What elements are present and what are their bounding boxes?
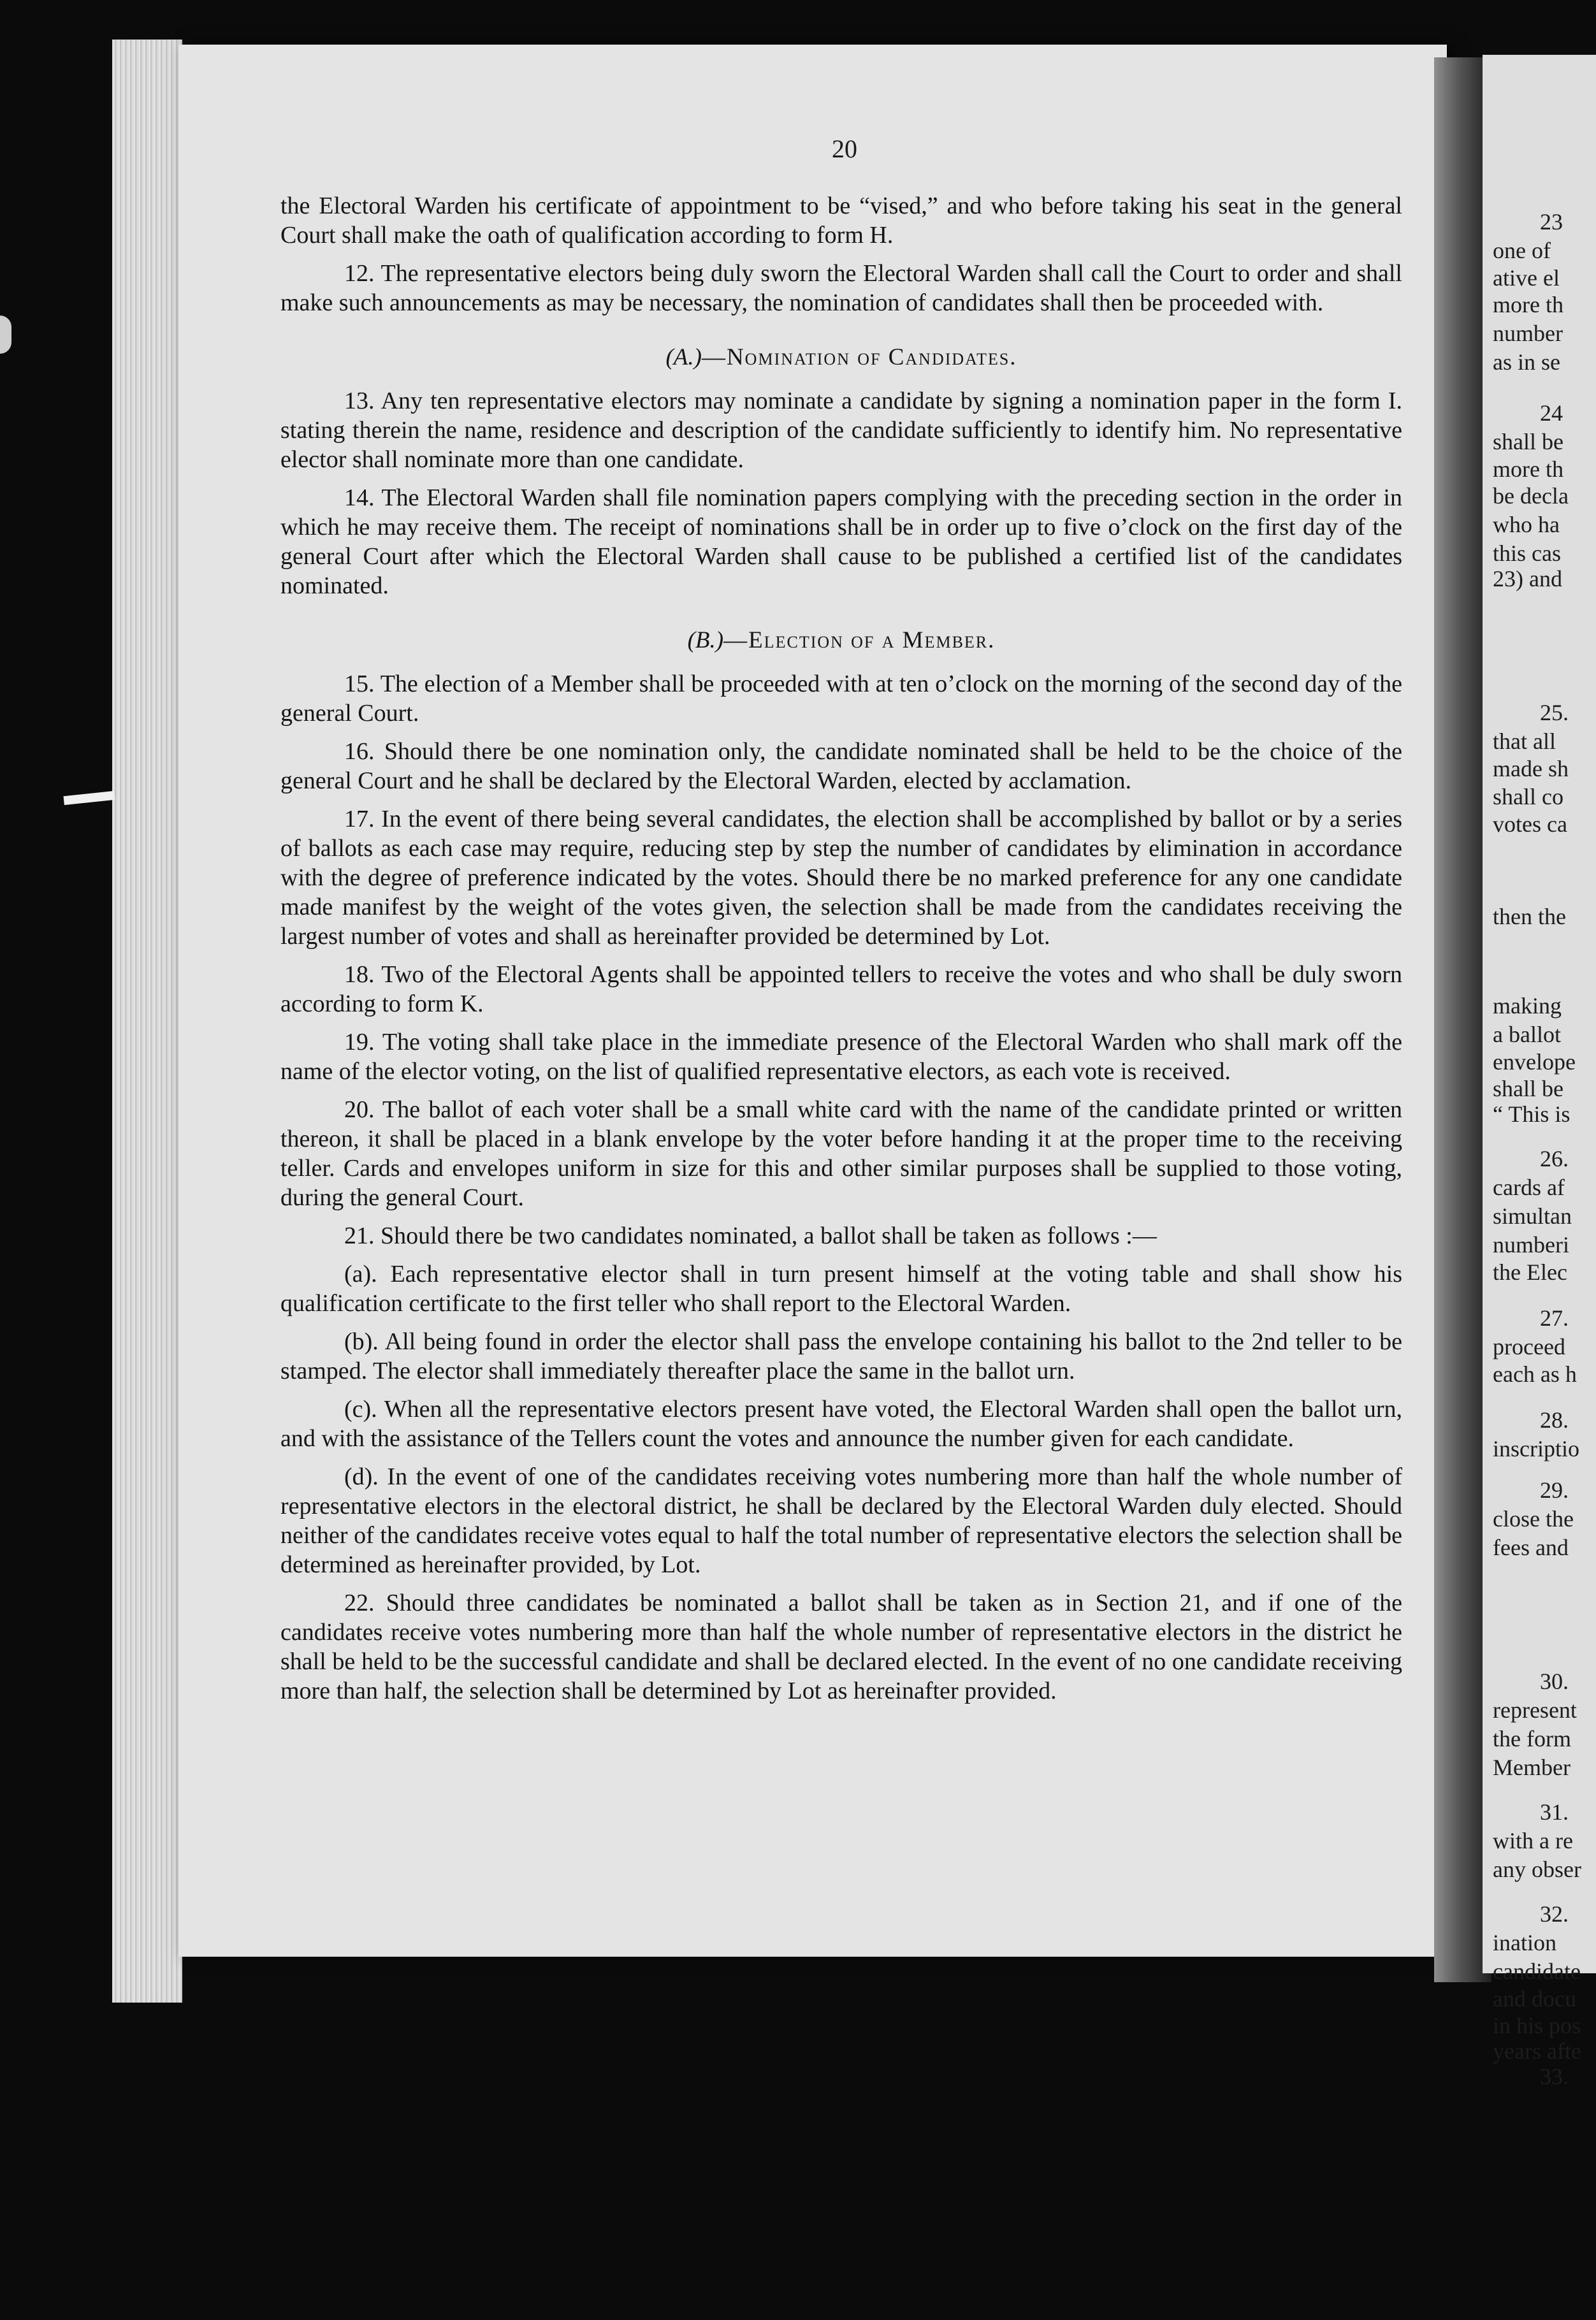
facing-page-text: years afte bbox=[1493, 2038, 1581, 2064]
facing-page-text: 23) and bbox=[1493, 566, 1562, 591]
facing-page-text: candidate bbox=[1493, 1959, 1581, 1984]
paragraph-21c: (c). When all the representative electors present have voted, the Electoral Warden shall open the ballot urn, and with the assistance of the Tellers count the votes and announce the number given for each candidate. bbox=[280, 1396, 1402, 1452]
heading-label: (A.) bbox=[665, 344, 702, 370]
paragraph-19: 19. The voting shall take place in the immediate presence of the Electoral Warden who shall mark off the name of the elector voting, on the list of qualified representative electors, as each vote is received. bbox=[280, 1029, 1402, 1085]
facing-page-text: 33. bbox=[1540, 2064, 1569, 2089]
section-intro bbox=[280, 191, 1402, 317]
facing-page-text: 28. bbox=[1540, 1407, 1569, 1433]
facing-page-text: ative el bbox=[1493, 265, 1560, 291]
paragraph-13: 13. Any ten representative electors may nominate a candidate by signing a nomination paper in the form I. stating therein the name, residence and description of the candidate sufficiently to identify him. No representative elector shall nominate more than one candidate. bbox=[280, 388, 1402, 473]
facing-page-text: made sh bbox=[1493, 756, 1569, 781]
facing-page-text: 26. bbox=[1540, 1146, 1569, 1171]
facing-page-text: with a re bbox=[1493, 1828, 1573, 1853]
facing-page-text: 25. bbox=[1540, 700, 1569, 725]
heading-label: (B.) bbox=[687, 627, 724, 653]
facing-page-text: 31. bbox=[1540, 1799, 1569, 1825]
paragraph-21: 21. Should there be two candidates nominated, a ballot shall be taken as follows :— bbox=[344, 1222, 1157, 1249]
facing-page-text: 23 bbox=[1540, 209, 1563, 235]
facing-page-text: in his pos bbox=[1493, 2013, 1581, 2038]
section-election bbox=[280, 669, 1402, 1706]
facing-page-text: each as h bbox=[1493, 1361, 1577, 1387]
film-scratch bbox=[0, 315, 11, 354]
facing-page-text: that all bbox=[1493, 729, 1556, 754]
facing-page-text: shall be bbox=[1493, 1076, 1563, 1101]
heading-title: —Election of a Member. bbox=[723, 627, 996, 653]
paragraph-17: 17. In the event of there being several candidates, the election shall be accomplished by ballot or by a series of ballots as each case may require, reducing step by step the number of candidates by elimination in accordance with the degree of preference indicated by the votes. Should there be no marked preference for any one candidate made manifest by the weight of the votes given, the selection shall be made from the candidates receiving the largest number of votes and shall as hereinafter provided be determined by Lot. bbox=[280, 806, 1402, 950]
paragraph-16: 16. Should there be one nomination only, the candidate nominated shall be held to be the choice of the general Court and he shall be declared by the Electoral Warden, elected by acclamation. bbox=[280, 738, 1402, 794]
paragraph-21a: (a). Each representative elector shall in turn present himself at the voting table and shall show his qualification certificate to the first teller who shall report to the Electoral Warden. bbox=[280, 1261, 1402, 1317]
paragraph-21d: (d). In the event of one of the candidates receiving votes numbering more than half the whole number of representative electors in the electoral district, he shall be declared by the Electoral Warden duly elected. Should neither of the candidates receive votes equal to half the total number of representative electors the selection shall be determined as hereinafter provided, by Lot. bbox=[280, 1463, 1402, 1578]
paragraph-12: 12. The representative electors being duly sworn the Electoral Warden shall call the Court to order and shall make such announcements as may be necessary, the nomination of candidates shall then be proceeded with. bbox=[280, 260, 1402, 316]
section-nomination bbox=[280, 386, 1402, 600]
facing-page-text: cards af bbox=[1493, 1175, 1565, 1200]
facing-page-text: and docu bbox=[1493, 1986, 1576, 2012]
facing-page-text: fees and bbox=[1493, 1535, 1569, 1560]
page-stack-edges bbox=[112, 40, 182, 2003]
facing-page-text: the form bbox=[1493, 1726, 1571, 1751]
paragraph-14: 14. The Electoral Warden shall file nomination papers complying with the preceding section in the order in which he may receive them. The receipt of nominations shall be in order up to five o’clock on the first day of the general Court after which the Electoral Warden shall cause to be published a certified list of the candidates nominated. bbox=[280, 484, 1402, 599]
facing-page-text: as in se bbox=[1493, 349, 1560, 375]
facing-page-text: this cas bbox=[1493, 540, 1561, 566]
facing-page-fragment bbox=[1483, 55, 1596, 2089]
facing-page-text: any obser bbox=[1493, 1857, 1581, 1882]
page-number: 20 bbox=[832, 134, 857, 163]
facing-page-text: who ha bbox=[1493, 512, 1560, 537]
facing-page-text: simultan bbox=[1493, 1203, 1572, 1229]
facing-page-text: “ This is bbox=[1493, 1101, 1571, 1127]
facing-page-text: close the bbox=[1493, 1506, 1574, 1532]
facing-page-text: be decla bbox=[1493, 483, 1569, 509]
facing-page-text: ination bbox=[1493, 1930, 1556, 1955]
paragraph-20: 20. The ballot of each voter shall be a small white card with the name of the candidate printed or written thereon, it shall be placed in a blank envelope by the voter before handing it at the proper time to the receiving teller. Cards and envelopes uniform in size for this and other similar purposes shall be supplied to those voting, during the general Court. bbox=[280, 1096, 1402, 1211]
facing-page-text: envelope bbox=[1493, 1049, 1576, 1075]
paragraph-15: 15. The election of a Member shall be proceeded with at ten o’clock on the morning of the second day of the general Court. bbox=[280, 671, 1402, 727]
facing-page-text: one of bbox=[1493, 238, 1551, 263]
paragraph-22: 22. Should three candidates be nominated a ballot shall be taken as in Section 21, and if one of the candidates receive votes numbering more than half the whole number of representative electors in the district he shall be held to be the successful candidate and shall be declared elected. In the event of no one candidate receiving more than half, the selection shall be determined by Lot as hereinafter provided. bbox=[280, 1590, 1402, 1704]
facing-page-text: 29. bbox=[1540, 1477, 1569, 1503]
paragraph-18: 18. Two of the Electoral Agents shall be appointed tellers to receive the votes and who shall be duly sworn according to form K. bbox=[280, 961, 1402, 1017]
facing-page-text: making bbox=[1493, 993, 1562, 1019]
facing-page-text: shall co bbox=[1493, 784, 1563, 809]
facing-page-text: represent bbox=[1493, 1697, 1577, 1723]
paragraph-cont: the Electoral Warden his certificate of appointment to be “vised,” and who before taking his seat in the general Court shall make the oath of qualification according to form H. bbox=[280, 192, 1402, 249]
facing-page-text: proceed bbox=[1493, 1334, 1565, 1359]
facing-page-text: the Elec bbox=[1493, 1259, 1567, 1285]
facing-page-text: then the bbox=[1493, 904, 1566, 929]
heading-title: —Nomination of Candidates. bbox=[701, 344, 1017, 370]
facing-page-text: Member bbox=[1493, 1755, 1571, 1780]
page-text bbox=[280, 191, 1402, 1715]
paragraph-21b: (b). All being found in order the elector shall pass the envelope containing his ballot to the 2nd teller to be stamped. The elector shall immediately thereafter place the same in the ballot urn. bbox=[280, 1328, 1402, 1384]
facing-page-text: number bbox=[1493, 321, 1563, 346]
facing-page-text: votes ca bbox=[1493, 811, 1567, 837]
film-scratch bbox=[63, 791, 115, 805]
facing-page-text: 24 bbox=[1540, 400, 1563, 426]
facing-page-text: 30. bbox=[1540, 1669, 1569, 1694]
facing-page-text: 32. bbox=[1540, 1901, 1569, 1927]
facing-page-text: more th bbox=[1493, 456, 1563, 482]
facing-page-text: 27. bbox=[1540, 1305, 1569, 1331]
heading-nomination bbox=[280, 343, 1402, 372]
facing-page-text: numberi bbox=[1493, 1232, 1569, 1258]
facing-page-text: a ballot bbox=[1493, 1022, 1561, 1047]
facing-page-text: inscriptio bbox=[1493, 1436, 1579, 1461]
heading-election bbox=[280, 626, 1402, 655]
facing-page-text: shall be bbox=[1493, 429, 1563, 454]
facing-page-text: more th bbox=[1493, 292, 1563, 317]
